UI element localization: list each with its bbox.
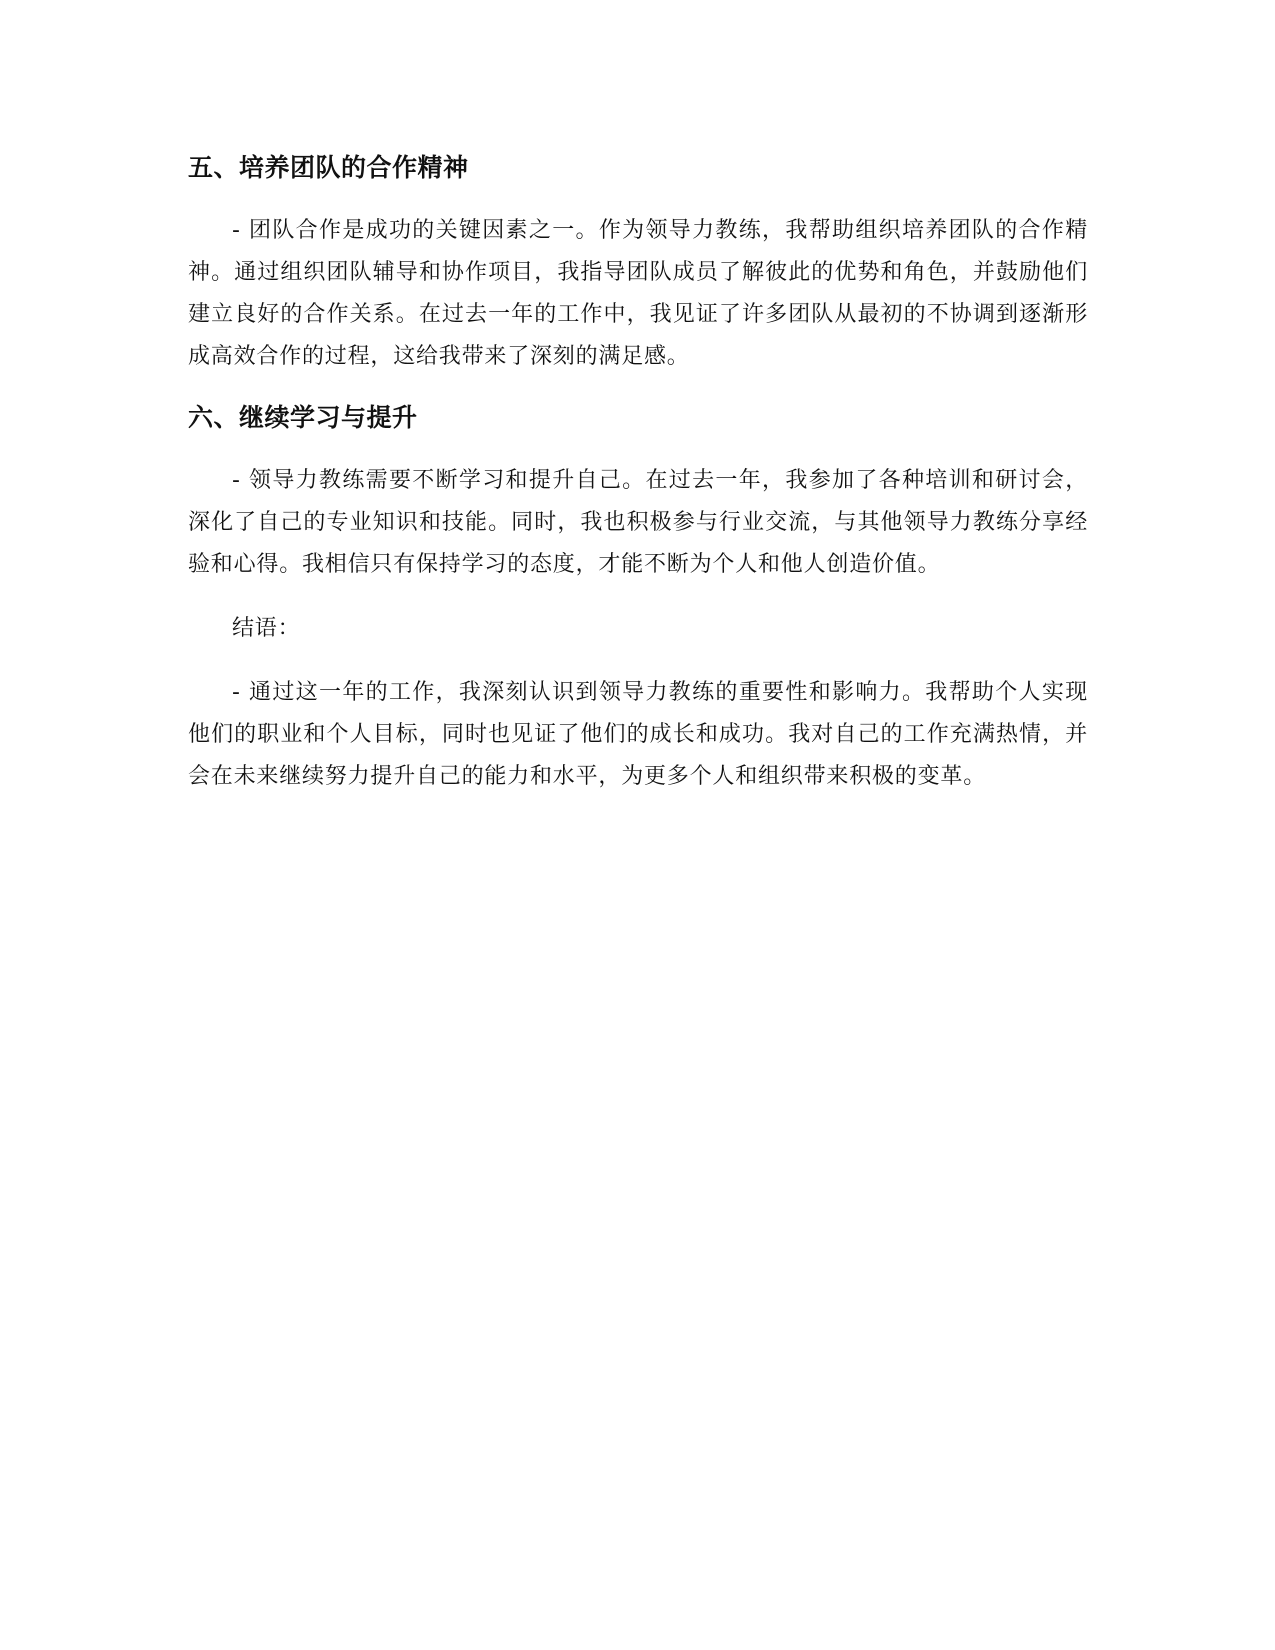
- conclusion-paragraph: - 通过这一年的工作，我深刻认识到领导力教练的重要性和影响力。我帮助个人实现他们的职业和个人目标，同时也见证了他们的成长和成功。我对自己的工作充满热情，并会在未来继续努力提升自己的能力和水平，为更多个人和组织带来积极的变革。: [188, 680, 1088, 789]
- section-5-paragraph: - 团队合作是成功的关键因素之一。作为领导力教练，我帮助组织培养团队的合作精神。通过组织团队辅导和协作项目，我指导团队成员了解彼此的优势和角色，并鼓励他们建立良好的合作关系。在过去一年的工作中，我见证了许多团队从最初的不协调到逐渐形成高效合作的过程，这给我带来了深刻的满足感。: [188, 218, 1088, 369]
- section-6-paragraph: - 领导力教练需要不断学习和提升自己。在过去一年，我参加了各种培训和研讨会，深化了自己的专业知识和技能。同时，我也积极参与行业交流，与其他领导力教练分享经验和心得。我相信只有保持学习的态度，才能不断为个人和他人创造价值。: [188, 468, 1088, 577]
- conclusion-label: 结语：: [232, 616, 301, 641]
- document-body: [188, 150, 1088, 820]
- section-heading-6: 六、继续学习与提升: [188, 403, 418, 432]
- section-heading-5: 五、培养团队的合作精神: [188, 153, 469, 182]
